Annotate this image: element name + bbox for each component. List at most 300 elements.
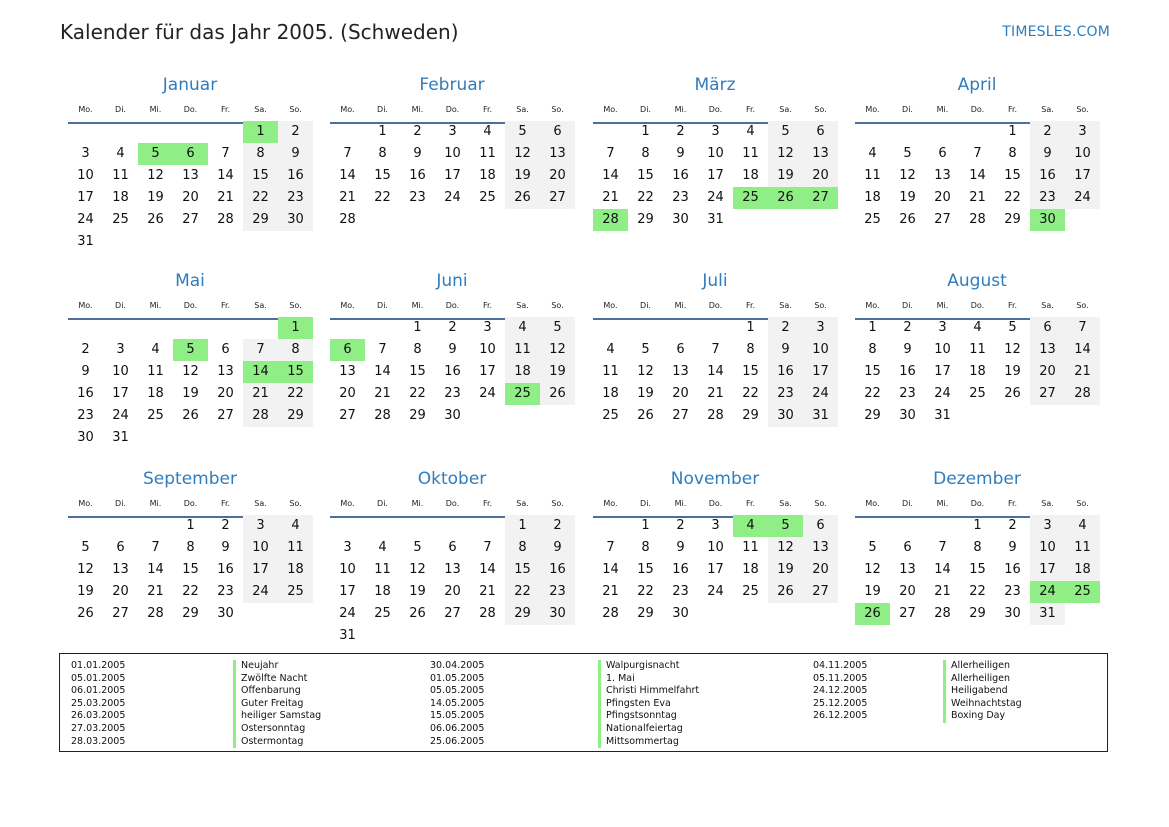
day-cell: 23	[768, 383, 803, 405]
weekday-label: Mi.	[674, 301, 687, 310]
day-cell: 27	[444, 606, 461, 621]
holiday-day-cell: 28	[593, 209, 628, 231]
day-cell: 21	[602, 584, 619, 599]
legend-names-col-3	[943, 660, 1022, 723]
legend-dates-col-3	[813, 660, 867, 723]
weekday-label: Mi.	[149, 499, 162, 508]
day-cell: 7	[711, 342, 720, 357]
day-cell: 25	[147, 408, 164, 423]
weekday-label: Mi.	[411, 499, 424, 508]
day-cell: 26	[505, 187, 540, 209]
day-cell: 4	[746, 124, 755, 139]
weekday-label: Mo.	[603, 499, 618, 508]
day-cell: 2	[1008, 518, 1017, 533]
weekday-label: Di.	[115, 105, 126, 114]
day-cell: 19	[768, 559, 803, 581]
day-cell: 27	[112, 606, 129, 621]
day-cell: 6	[540, 121, 575, 143]
page-title: Kalender für das Jahr 2005. (Schweden)	[60, 20, 459, 44]
weekday-label: Mo.	[865, 499, 880, 508]
day-cell: 19	[147, 190, 164, 205]
day-cell: 21	[374, 386, 391, 401]
day-cell: 24	[112, 408, 129, 423]
day-cell: 18	[505, 361, 540, 383]
legend-holiday-name: Allerheiligen	[943, 673, 1022, 686]
day-cell: 13	[934, 168, 951, 183]
holiday-day-cell: 24	[1030, 581, 1065, 603]
weekday-label: Sa.	[254, 105, 267, 114]
day-cell: 17	[339, 584, 356, 599]
month-name: Juli	[702, 271, 728, 291]
day-cell: 16	[1030, 165, 1065, 187]
day-cell: 16	[899, 364, 916, 379]
legend-date: 25.12.2005	[813, 697, 868, 709]
day-cell: 10	[707, 146, 724, 161]
weekday-label: Fr.	[220, 499, 231, 508]
day-cell: 26	[899, 212, 916, 227]
day-cell: 5	[641, 342, 650, 357]
legend-holiday-name: Guter Freitag	[233, 698, 321, 711]
day-cell: 22	[278, 383, 313, 405]
legend-holiday-name: Ostersonntag	[233, 723, 321, 736]
day-cell: 28	[969, 212, 986, 227]
day-cell: 8	[505, 537, 540, 559]
day-cell: 30	[444, 408, 461, 423]
brand-link[interactable]: TIMESLES.COM	[1002, 24, 1110, 40]
day-cell: 12	[768, 537, 803, 559]
day-cell: 23	[1030, 187, 1065, 209]
day-cell: 31	[339, 628, 356, 643]
day-cell: 24	[707, 190, 724, 205]
day-cell: 30	[1004, 606, 1021, 621]
month-name: Mai	[175, 271, 205, 291]
day-cell: 29	[1004, 212, 1021, 227]
day-cell: 1	[746, 320, 755, 335]
day-cell: 30	[77, 430, 94, 445]
day-cell: 13	[112, 562, 129, 577]
weekday-label: Sa.	[516, 105, 529, 114]
day-cell: 10	[1030, 537, 1065, 559]
day-cell: 4	[378, 540, 387, 555]
day-cell: 19	[505, 165, 540, 187]
day-cell: 20	[217, 386, 234, 401]
holiday-day-cell: 25	[733, 187, 768, 209]
weekday-label: Do.	[970, 105, 985, 114]
day-cell: 31	[803, 405, 838, 427]
weekday-label: So.	[814, 301, 827, 310]
legend-dates-col-2	[430, 660, 484, 748]
day-cell: 8	[413, 342, 422, 357]
holiday-day-cell: 4	[733, 515, 768, 537]
day-cell: 10	[77, 168, 94, 183]
day-cell: 1	[1008, 124, 1017, 139]
day-cell: 26	[409, 606, 426, 621]
day-cell: 14	[602, 562, 619, 577]
weekday-label: Mo.	[78, 301, 93, 310]
day-cell: 27	[540, 187, 575, 209]
holiday-day-cell: 27	[803, 187, 838, 209]
day-cell: 1	[186, 518, 195, 533]
day-cell: 17	[707, 168, 724, 183]
day-cell: 29	[505, 603, 540, 625]
day-cell: 20	[182, 190, 199, 205]
holiday-day-cell: 5	[768, 515, 803, 537]
weekday-label: Di.	[640, 499, 651, 508]
day-cell: 11	[602, 364, 619, 379]
day-cell: 15	[1004, 168, 1021, 183]
day-cell: 18	[112, 190, 129, 205]
day-cell: 11	[278, 537, 313, 559]
day-cell: 6	[938, 146, 947, 161]
day-cell: 2	[1030, 121, 1065, 143]
day-cell: 9	[676, 540, 685, 555]
day-cell: 17	[112, 386, 129, 401]
day-cell: 17	[707, 562, 724, 577]
day-cell: 15	[864, 364, 881, 379]
weekday-label: Di.	[377, 301, 388, 310]
legend-holiday-name: Pfingsten Eva	[598, 698, 699, 711]
month-name: April	[957, 75, 997, 95]
weekday-label: Mi.	[936, 301, 949, 310]
day-cell: 29	[409, 408, 426, 423]
day-cell: 7	[606, 540, 615, 555]
day-cell: 30	[768, 405, 803, 427]
day-cell: 18	[1065, 559, 1100, 581]
day-cell: 19	[864, 584, 881, 599]
weekday-label: Sa.	[516, 499, 529, 508]
day-cell: 10	[339, 562, 356, 577]
day-cell: 21	[934, 584, 951, 599]
day-cell: 22	[742, 386, 759, 401]
day-cell: 20	[1030, 361, 1065, 383]
day-cell: 15	[505, 559, 540, 581]
legend-date: 30.04.2005	[430, 660, 485, 671]
day-cell: 20	[112, 584, 129, 599]
day-cell: 19	[637, 386, 654, 401]
weekday-label: Do.	[183, 499, 198, 508]
day-cell: 9	[903, 342, 912, 357]
day-cell: 6	[803, 515, 838, 537]
day-cell: 13	[217, 364, 234, 379]
day-cell: 29	[864, 408, 881, 423]
day-cell: 14	[147, 562, 164, 577]
weekday-label: Sa.	[1041, 499, 1054, 508]
weekday-label: Sa.	[254, 301, 267, 310]
day-cell: 17	[1065, 165, 1100, 187]
day-cell: 16	[540, 559, 575, 581]
day-cell: 16	[77, 386, 94, 401]
day-cell: 20	[339, 386, 356, 401]
day-cell: 24	[1065, 187, 1100, 209]
weekday-label: Di.	[640, 301, 651, 310]
day-cell: 16	[672, 562, 689, 577]
day-cell: 9	[413, 146, 422, 161]
legend-holiday-name: Boxing Day	[943, 710, 1022, 723]
day-cell: 27	[217, 408, 234, 423]
day-cell: 13	[803, 143, 838, 165]
day-cell: 18	[742, 168, 759, 183]
day-cell: 9	[221, 540, 230, 555]
weekday-label: Do.	[970, 499, 985, 508]
legend-date: 06.01.2005	[71, 685, 126, 697]
day-cell: 10	[243, 537, 278, 559]
day-cell: 2	[540, 515, 575, 537]
day-cell: 3	[1065, 121, 1100, 143]
day-cell: 31	[112, 430, 129, 445]
day-cell: 15	[742, 364, 759, 379]
month-header-rule	[68, 318, 312, 320]
legend-holiday-name: Ostermontag	[233, 736, 321, 749]
holiday-legend	[59, 653, 1108, 752]
day-cell: 5	[768, 121, 803, 143]
weekday-label: Fr.	[482, 301, 493, 310]
day-cell: 12	[637, 364, 654, 379]
day-cell: 19	[182, 386, 199, 401]
legend-date: 05.01.2005	[71, 672, 126, 684]
day-cell: 18	[864, 190, 881, 205]
month-name: Juni	[436, 271, 468, 291]
month-name: Dezember	[933, 469, 1021, 489]
weekday-label: Mo.	[865, 105, 880, 114]
weekday-label: Sa.	[1041, 105, 1054, 114]
day-cell: 7	[243, 339, 278, 361]
weekday-label: Mi.	[936, 105, 949, 114]
legend-date: 01.01.2005	[71, 660, 126, 671]
day-cell: 22	[374, 190, 391, 205]
weekday-label: Fr.	[1007, 499, 1018, 508]
day-cell: 21	[217, 190, 234, 205]
day-cell: 20	[934, 190, 951, 205]
day-cell: 26	[182, 408, 199, 423]
day-cell: 21	[707, 386, 724, 401]
day-cell: 14	[934, 562, 951, 577]
day-cell: 3	[938, 320, 947, 335]
legend-date: 25.06.2005	[430, 735, 485, 747]
day-cell: 19	[899, 190, 916, 205]
day-cell: 15	[637, 562, 654, 577]
weekday-label: Mo.	[603, 105, 618, 114]
holiday-day-cell: 6	[173, 143, 208, 165]
weekday-label: Sa.	[1041, 301, 1054, 310]
day-cell: 11	[969, 342, 986, 357]
day-cell: 7	[1065, 317, 1100, 339]
day-cell: 25	[602, 408, 619, 423]
day-cell: 3	[81, 146, 90, 161]
day-cell: 18	[479, 168, 496, 183]
day-cell: 17	[444, 168, 461, 183]
day-cell: 24	[479, 386, 496, 401]
legend-holiday-name: Neujahr	[233, 660, 321, 673]
day-cell: 14	[969, 168, 986, 183]
weekday-label: Mi.	[674, 105, 687, 114]
day-cell: 21	[339, 190, 356, 205]
weekday-label: So.	[814, 105, 827, 114]
day-cell: 12	[540, 339, 575, 361]
weekday-label: Mo.	[340, 301, 355, 310]
day-cell: 8	[641, 540, 650, 555]
day-cell: 10	[444, 146, 461, 161]
day-cell: 26	[147, 212, 164, 227]
day-cell: 3	[448, 124, 457, 139]
day-cell: 12	[505, 143, 540, 165]
day-cell: 8	[641, 146, 650, 161]
legend-holiday-name: Allerheiligen	[943, 660, 1022, 673]
day-cell: 13	[899, 562, 916, 577]
day-cell: 28	[217, 212, 234, 227]
day-cell: 14	[1065, 339, 1100, 361]
day-cell: 30	[672, 606, 689, 621]
day-cell: 5	[1008, 320, 1017, 335]
day-cell: 15	[969, 562, 986, 577]
day-cell: 24	[243, 581, 278, 603]
day-cell: 8	[378, 146, 387, 161]
day-cell: 13	[182, 168, 199, 183]
weekday-label: Do.	[708, 105, 723, 114]
day-cell: 8	[243, 143, 278, 165]
legend-holiday-name: Offenbarung	[233, 685, 321, 698]
day-cell: 31	[1030, 603, 1065, 625]
legend-holiday-name: heiliger Samstag	[233, 710, 321, 723]
day-cell: 25	[742, 584, 759, 599]
day-cell: 24	[77, 212, 94, 227]
day-cell: 15	[637, 168, 654, 183]
day-cell: 19	[768, 165, 803, 187]
day-cell: 13	[803, 537, 838, 559]
weekday-label: Di.	[377, 499, 388, 508]
weekday-label: Mi.	[411, 301, 424, 310]
day-cell: 27	[934, 212, 951, 227]
weekday-label: Mi.	[411, 105, 424, 114]
day-cell: 11	[505, 339, 540, 361]
day-cell: 5	[540, 317, 575, 339]
day-cell: 11	[742, 146, 759, 161]
day-cell: 1	[973, 518, 982, 533]
day-cell: 10	[479, 342, 496, 357]
weekday-label: Di.	[902, 499, 913, 508]
weekday-label: Do.	[183, 105, 198, 114]
day-cell: 27	[672, 408, 689, 423]
day-cell: 7	[483, 540, 492, 555]
day-cell: 5	[505, 121, 540, 143]
day-cell: 6	[448, 540, 457, 555]
day-cell: 4	[505, 317, 540, 339]
day-cell: 7	[221, 146, 230, 161]
legend-holiday-name: Weihnachtstag	[943, 698, 1022, 711]
day-cell: 16	[278, 165, 313, 187]
day-cell: 26	[1004, 386, 1021, 401]
weekday-label: Fr.	[220, 301, 231, 310]
day-cell: 3	[1030, 515, 1065, 537]
day-cell: 23	[77, 408, 94, 423]
day-cell: 4	[278, 515, 313, 537]
legend-names-col-2	[598, 660, 699, 748]
day-cell: 27	[182, 212, 199, 227]
legend-holiday-name: Nationalfeiertag	[598, 723, 699, 736]
day-cell: 12	[899, 168, 916, 183]
day-cell: 23	[278, 187, 313, 209]
day-cell: 21	[969, 190, 986, 205]
day-cell: 22	[637, 190, 654, 205]
day-cell: 29	[742, 408, 759, 423]
weekday-label: Do.	[183, 301, 198, 310]
holiday-day-cell: 1	[243, 121, 278, 143]
day-cell: 13	[672, 364, 689, 379]
day-cell: 6	[116, 540, 125, 555]
holiday-day-cell: 5	[173, 339, 208, 361]
day-cell: 15	[182, 562, 199, 577]
day-cell: 17	[479, 364, 496, 379]
holiday-day-cell: 14	[243, 361, 278, 383]
holiday-day-cell: 30	[1030, 209, 1065, 231]
legend-date: 27.03.2005	[71, 722, 126, 734]
day-cell: 1	[505, 515, 540, 537]
legend-date: 06.06.2005	[430, 722, 485, 734]
day-cell: 16	[409, 168, 426, 183]
day-cell: 18	[278, 559, 313, 581]
weekday-label: Mo.	[78, 105, 93, 114]
weekday-label: So.	[1076, 105, 1089, 114]
weekday-label: Mo.	[865, 301, 880, 310]
day-cell: 19	[77, 584, 94, 599]
legend-date: 05.05.2005	[430, 685, 485, 697]
day-cell: 13	[540, 143, 575, 165]
day-cell: 1	[378, 124, 387, 139]
legend-holiday-name: Christi Himmelfahrt	[598, 685, 699, 698]
day-cell: 9	[1008, 540, 1017, 555]
day-cell: 23	[899, 386, 916, 401]
weekday-label: Mo.	[603, 301, 618, 310]
day-cell: 15	[374, 168, 391, 183]
day-cell: 7	[151, 540, 160, 555]
day-cell: 1	[868, 320, 877, 335]
day-cell: 13	[1030, 339, 1065, 361]
day-cell: 9	[1030, 143, 1065, 165]
day-cell: 22	[182, 584, 199, 599]
day-cell: 28	[374, 408, 391, 423]
day-cell: 21	[147, 584, 164, 599]
day-cell: 11	[479, 146, 496, 161]
day-cell: 14	[374, 364, 391, 379]
day-cell: 8	[973, 540, 982, 555]
weekday-label: Do.	[445, 499, 460, 508]
weekday-label: Fr.	[1007, 105, 1018, 114]
holiday-day-cell: 26	[855, 603, 890, 625]
day-cell: 3	[243, 515, 278, 537]
weekday-label: Do.	[445, 301, 460, 310]
day-cell: 2	[676, 518, 685, 533]
legend-holiday-name: 1. Mai	[598, 673, 699, 686]
day-cell: 29	[243, 209, 278, 231]
day-cell: 26	[77, 606, 94, 621]
day-cell: 3	[711, 518, 720, 533]
day-cell: 26	[768, 581, 803, 603]
weekday-label: Fr.	[482, 105, 493, 114]
day-cell: 12	[182, 364, 199, 379]
day-cell: 5	[413, 540, 422, 555]
day-cell: 2	[278, 121, 313, 143]
holiday-day-cell: 26	[768, 187, 803, 209]
day-cell: 12	[1004, 342, 1021, 357]
day-cell: 10	[934, 342, 951, 357]
day-cell: 4	[868, 146, 877, 161]
day-cell: 28	[339, 212, 356, 227]
day-cell: 2	[903, 320, 912, 335]
day-cell: 28	[243, 405, 278, 427]
day-cell: 7	[973, 146, 982, 161]
day-cell: 14	[217, 168, 234, 183]
month-name: September	[143, 469, 237, 489]
weekday-label: Fr.	[745, 499, 756, 508]
